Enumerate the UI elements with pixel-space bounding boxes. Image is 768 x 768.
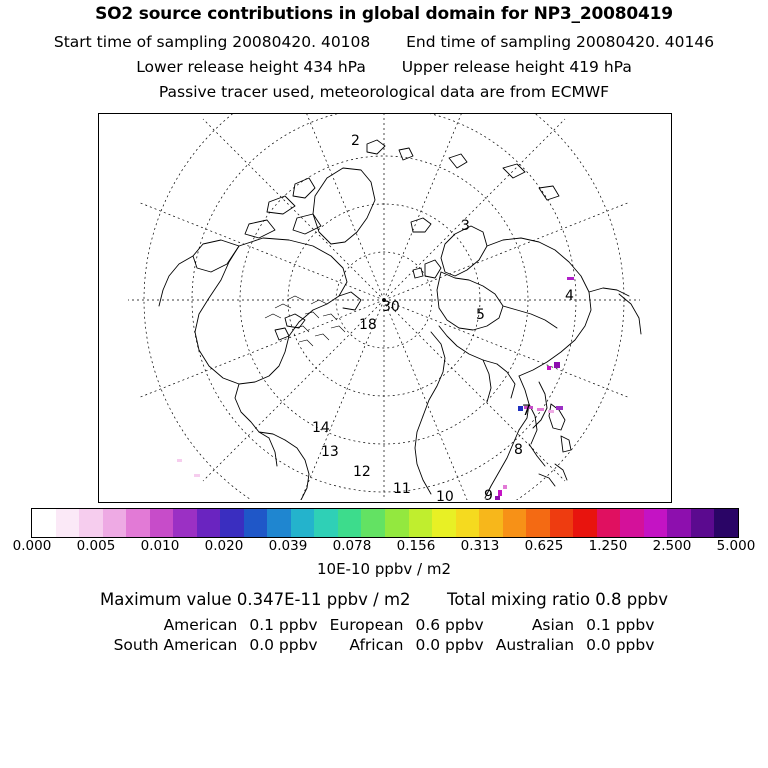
- coastline-detail: [265, 296, 345, 346]
- colorbar-cell-2: [79, 509, 103, 537]
- plume-pixel-9: [495, 496, 500, 500]
- colorbar-cell-6: [173, 509, 197, 537]
- table-row: [108, 635, 661, 655]
- colorbar-cell-27: [667, 509, 691, 537]
- colorbar-tick-7: 0.313: [460, 538, 500, 554]
- colorbar-cell-16: [409, 509, 433, 537]
- source-region-value: 0.6 ppbv: [415, 616, 484, 634]
- colorbar-cell-17: [432, 509, 456, 537]
- total-mixing-ratio-label: Total mixing ratio 0.8 ppbv: [447, 590, 668, 609]
- statistics-block: [0, 590, 768, 655]
- region-label-5: 5: [476, 307, 485, 323]
- colorbar-cell-25: [620, 509, 644, 537]
- colorbar-cell-12: [314, 509, 338, 537]
- plume-pixel-11: [177, 459, 182, 462]
- colorbar-tick-5: 0.078: [332, 538, 372, 554]
- plume-pixel-12: [194, 474, 200, 477]
- colorbar-cell-19: [479, 509, 503, 537]
- colorbar-cell-1: [56, 509, 80, 537]
- colorbar-cell-20: [503, 509, 527, 537]
- source-contribution-table: [108, 615, 661, 655]
- source-region-value: 0.1 ppbv: [249, 616, 318, 634]
- colorbar-tick-4: 0.039: [268, 538, 308, 554]
- colorbar-tick-8: 0.625: [524, 538, 564, 554]
- colorbar-cell-21: [526, 509, 550, 537]
- map-panel[interactable]: [98, 113, 672, 503]
- colorbar-cell-22: [550, 509, 574, 537]
- plume-pixel-7: [556, 406, 563, 410]
- source-region-value: 0.1 ppbv: [586, 616, 655, 634]
- colorbar[interactable]: [31, 508, 739, 538]
- source-region-name: American: [163, 616, 238, 634]
- source-region-value: 0.0 ppbv: [586, 636, 655, 654]
- colorbar-tick-1: 0.005: [76, 538, 116, 554]
- colorbar-cell-9: [244, 509, 268, 537]
- source-region-name: South American: [113, 636, 238, 654]
- source-region-name: Australian: [495, 636, 575, 654]
- plume-pixel-10: [503, 485, 507, 489]
- colorbar-tick-11: 5.000: [716, 538, 756, 554]
- colorbar-cell-11: [291, 509, 315, 537]
- colorbar-cell-3: [103, 509, 127, 537]
- upper-release-label: Upper release height 419 hPa: [401, 58, 632, 76]
- region-label-12: 12: [353, 464, 371, 480]
- lower-release-label: Lower release height 434 hPa: [136, 58, 366, 76]
- region-label-9: 9: [484, 488, 493, 503]
- region-label-4: 4: [565, 288, 574, 304]
- region-label-11: 11: [393, 481, 411, 497]
- colorbar-tick-9: 1.250: [588, 538, 628, 554]
- region-label-30: 30: [382, 299, 400, 315]
- table-row: [108, 615, 661, 635]
- plume-pixel-0: [567, 277, 574, 280]
- region-label-3: 3: [461, 218, 470, 234]
- colorbar-cell-14: [361, 509, 385, 537]
- colorbar-cell-18: [456, 509, 480, 537]
- tracer-label: Passive tracer used, meteorological data are from ECMWF: [158, 83, 610, 101]
- colorbar-cell-29: [714, 509, 738, 537]
- end-time-label: End time of sampling 20080420. 40146: [406, 33, 715, 51]
- summary-line: [0, 590, 768, 609]
- colorbar-cell-13: [338, 509, 362, 537]
- source-region-name: Asian: [531, 616, 575, 634]
- region-label-13: 13: [321, 444, 339, 460]
- colorbar-cell-7: [197, 509, 221, 537]
- colorbar-cell-26: [644, 509, 668, 537]
- page-title: SO2 source contributions in global domain for NP3_20080419: [95, 4, 673, 24]
- maximum-value-label: Maximum value 0.347E-11 ppbv / m2: [100, 590, 411, 609]
- region-label-10: 10: [436, 489, 454, 503]
- region-label-2: 2: [351, 133, 360, 149]
- colorbar-cell-5: [150, 509, 174, 537]
- colorbar-cell-0: [32, 509, 56, 537]
- source-region-value: 0.0 ppbv: [415, 636, 484, 654]
- colorbar-unit-label: 10E-10 ppbv / m2: [316, 560, 452, 578]
- plume-pixel-6: [548, 410, 554, 413]
- source-region-value: 0.0 ppbv: [249, 636, 318, 654]
- colorbar-tick-0: 0.000: [12, 538, 52, 554]
- sampling-time-line: [0, 33, 768, 51]
- region-label-7: 7: [522, 403, 531, 419]
- colorbar-tick-2: 0.010: [140, 538, 180, 554]
- colorbar-tick-6: 0.156: [396, 538, 436, 554]
- colorbar-cell-23: [573, 509, 597, 537]
- colorbar-cell-8: [220, 509, 244, 537]
- release-height-line: [0, 58, 768, 76]
- colorbar-cell-15: [385, 509, 409, 537]
- plume-pixel-2: [547, 366, 551, 370]
- source-region-name: European: [329, 616, 404, 634]
- colorbar-tick-3: 0.020: [204, 538, 244, 554]
- colorbar-tick-10: 2.500: [652, 538, 692, 554]
- source-region-name: African: [349, 636, 404, 654]
- coastlines: [159, 140, 641, 500]
- plume-pixel-5: [537, 408, 544, 411]
- region-label-18: 18: [359, 317, 377, 333]
- colorbar-cell-28: [691, 509, 715, 537]
- region-label-14: 14: [312, 420, 330, 436]
- colorbar-ticks: [0, 538, 768, 554]
- colorbar-cell-24: [597, 509, 621, 537]
- start-time-label: Start time of sampling 20080420. 40108: [53, 33, 371, 51]
- region-label-8: 8: [514, 442, 523, 458]
- colorbar-cell-4: [126, 509, 150, 537]
- plume-pixel-1: [554, 362, 560, 368]
- colorbar-cell-10: [267, 509, 291, 537]
